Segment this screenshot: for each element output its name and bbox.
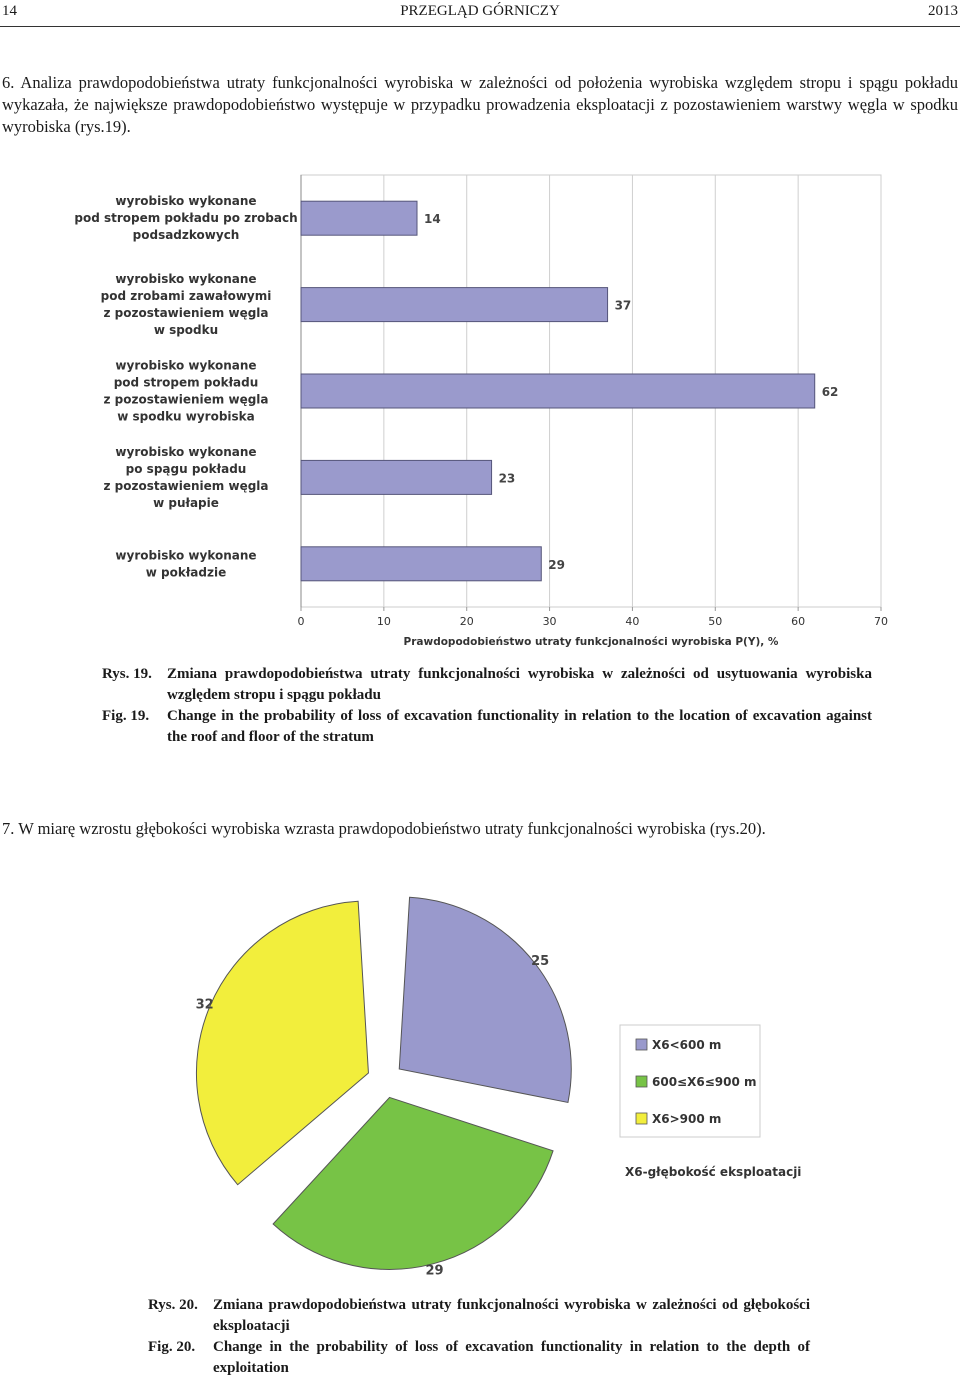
category-label: w spodku — [153, 323, 219, 338]
x-tick-label: 60 — [791, 615, 806, 628]
category-label: wyrobisko wykonane — [115, 444, 257, 459]
bar-value-label: 14 — [424, 212, 441, 227]
bar — [301, 547, 541, 581]
caption-20-pl-text: Zmiana prawdopodobieństwa utraty funkcjonalności wyrobiska w zależności od głębokości eksploatacji — [213, 1297, 810, 1334]
category-label: z pozostawieniem węgla — [103, 478, 269, 493]
x-tick-label: 70 — [874, 615, 888, 628]
caption-19-en-label: Fig. 19. — [102, 708, 150, 724]
category-label: wyrobisko wykonane — [115, 194, 257, 209]
bar — [301, 460, 492, 494]
legend-label: 600≤X6≤900 m — [652, 1075, 757, 1089]
legend-swatch — [636, 1113, 647, 1124]
pie-slice — [196, 901, 368, 1184]
bar-value-label: 29 — [548, 557, 565, 572]
x-tick-label: 0 — [297, 615, 305, 628]
paragraph-6: 6. Analiza prawdopodobieństwa utraty funkcjonalności wyrobiska w zależności od położenia wyrobiska względem stropu i spągu pokładu wykazała, że największe prawdopodobieństwo występuje w przypadku prowadzenia eksploatacji z pozostawieniem warstwy węgla w spodku wyrobiska (rys.19). — [2, 73, 958, 136]
journal-title: PRZEGLĄD GÓRNICZY — [400, 3, 560, 19]
page-number: 14 — [2, 3, 17, 19]
category-label: w pułapie — [153, 495, 219, 510]
x-tick-label: 10 — [376, 615, 391, 628]
pie-chart — [140, 880, 820, 1280]
publication-year: 2013 — [928, 3, 958, 19]
x-tick-label: 30 — [542, 615, 557, 628]
bar-chart — [0, 160, 960, 650]
figure-20-caption — [148, 1295, 810, 1379]
caption-19-pl-text: Zmiana prawdopodobieństwa utraty funkcjonalności wyrobiska w zależności od usytuowania wyrobiska względem stropu i spągu pokładu — [167, 666, 872, 703]
category-label: w spodku wyrobiska — [117, 409, 255, 424]
category-label: w pokładzie — [145, 565, 227, 580]
legend-swatch — [636, 1076, 647, 1087]
category-label: podsadzkowych — [132, 228, 240, 243]
bar — [301, 374, 815, 408]
pie-slice — [399, 897, 571, 1102]
x-tick-label: 20 — [459, 615, 474, 628]
caption-19-en-text: Change in the probability of loss of excavation functionality in relation to the location of excavation against the roof and floor of the stratum — [167, 708, 872, 745]
legend-swatch — [636, 1039, 647, 1050]
legend-label: X6>900 m — [652, 1112, 722, 1126]
bar — [301, 288, 608, 322]
legend-title: X6-głębokość eksploatacji — [625, 1165, 802, 1179]
category-label: z pozostawieniem węgla — [103, 392, 269, 407]
paragraph-7: 7. W miarę wzrostu głębokości wyrobiska wzrasta prawdopodobieństwo utraty funkcjonalności wyrobiska (rys.20). — [2, 819, 766, 838]
bar-value-label: 37 — [614, 298, 632, 313]
category-label: z pozostawieniem węgla — [103, 306, 269, 321]
category-label: pod zrobami zawałowymi — [100, 289, 272, 304]
caption-20-en-text: Change in the probability of loss of excavation functionality in relation to the depth of exploitation — [213, 1339, 810, 1376]
caption-20-pl-label: Rys. 20. — [148, 1297, 198, 1313]
category-label: wyrobisko wykonane — [115, 358, 257, 373]
pie-slice — [273, 1097, 553, 1269]
x-tick-label: 50 — [708, 615, 723, 628]
category-label: pod stropem pokładu — [113, 375, 259, 390]
caption-19-pl-label: Rys. 19. — [102, 666, 152, 682]
category-label: po spągu pokładu — [125, 461, 247, 476]
category-label: pod stropem pokładu po zrobach — [74, 211, 298, 226]
caption-20-en-label: Fig. 20. — [148, 1339, 196, 1355]
slice-value-label: 29 — [425, 1263, 444, 1279]
x-axis-label: Prawdopodobieństwo utraty funkcjonalności wyrobiska P(Y), % — [403, 636, 779, 648]
bar-value-label: 23 — [498, 471, 516, 486]
category-label: wyrobisko wykonane — [115, 548, 257, 563]
bar — [301, 201, 417, 235]
x-tick-label: 40 — [625, 615, 640, 628]
bar-value-label: 62 — [821, 385, 839, 399]
category-label: wyrobisko wykonane — [115, 272, 257, 287]
slice-value-label: 25 — [531, 954, 550, 970]
page-header — [0, 0, 960, 27]
legend-label: X6<600 m — [652, 1038, 722, 1052]
slice-value-label: 32 — [195, 997, 214, 1013]
figure-19-caption — [102, 664, 872, 748]
